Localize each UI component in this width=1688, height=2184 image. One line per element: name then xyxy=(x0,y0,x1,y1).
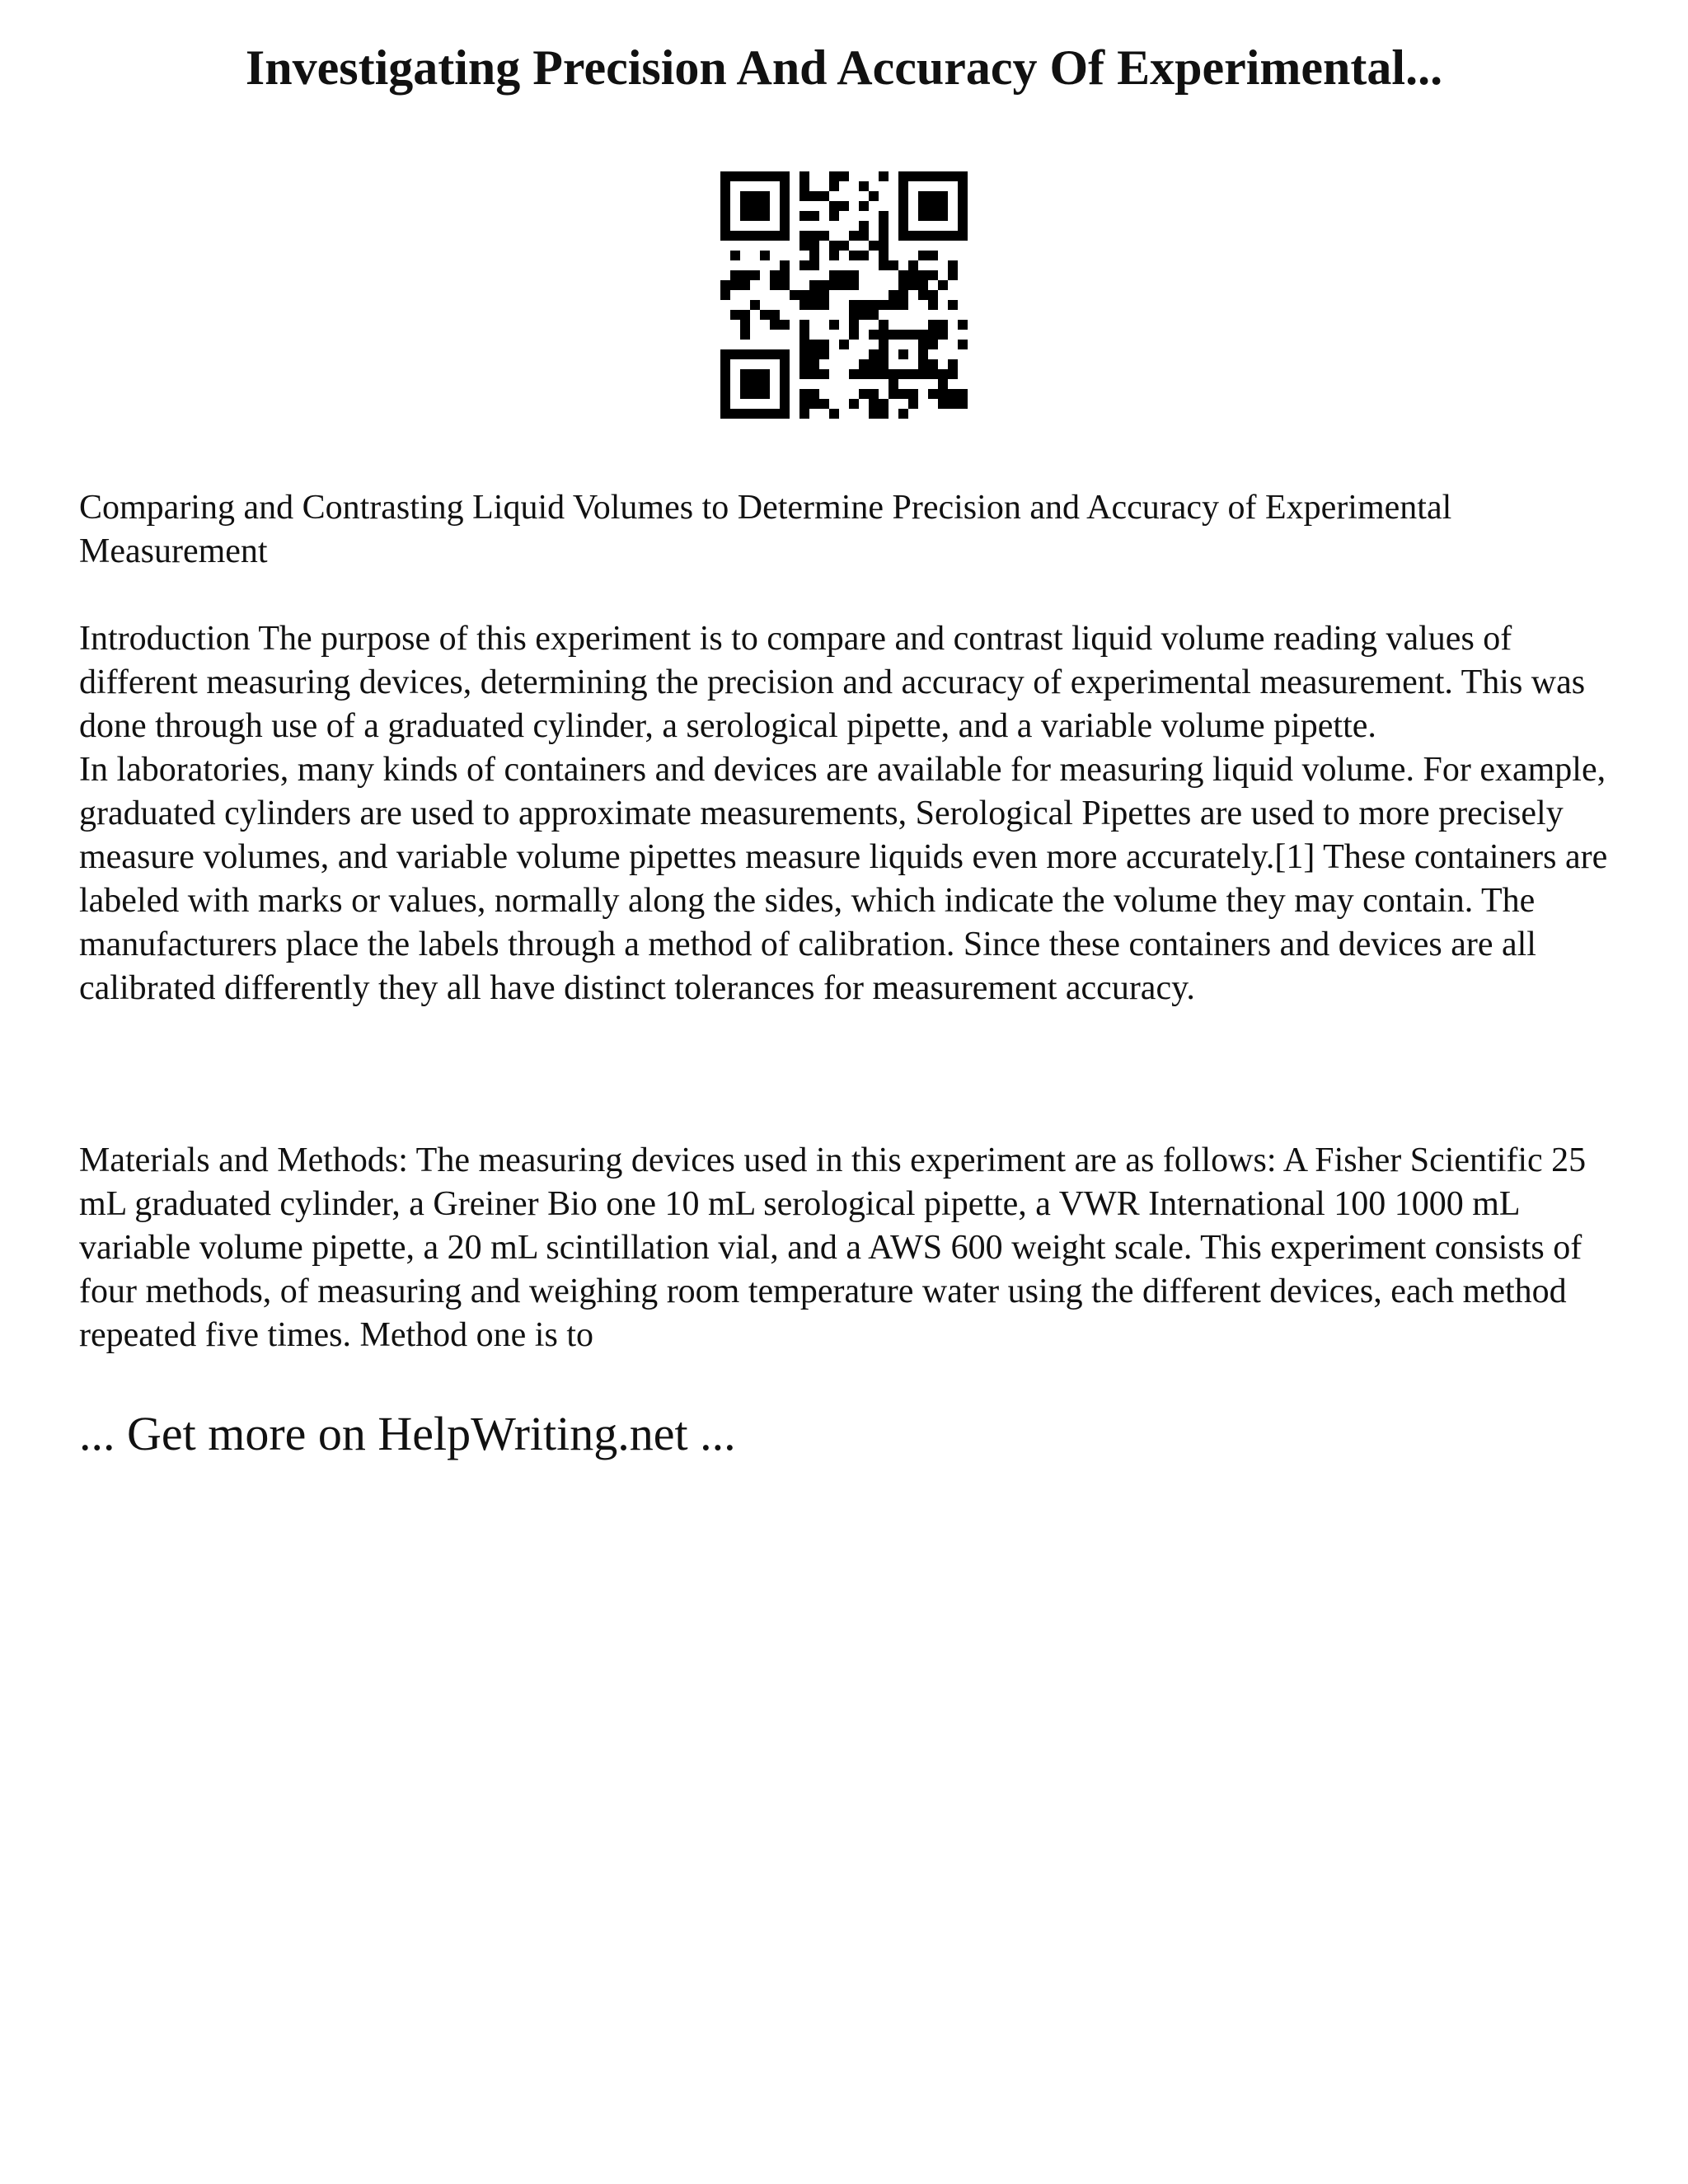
qr-module xyxy=(780,231,790,241)
qr-module xyxy=(898,280,908,290)
qr-module xyxy=(849,231,859,241)
qr-module xyxy=(908,270,918,280)
qr-module xyxy=(898,300,908,310)
qr-module xyxy=(750,369,760,379)
qr-module xyxy=(928,389,938,399)
qr-module xyxy=(918,290,928,300)
qr-module xyxy=(809,211,819,221)
qr-module xyxy=(770,270,780,280)
qr-module xyxy=(740,280,750,290)
qr-module xyxy=(720,171,730,181)
qr-code-graphic xyxy=(720,171,968,419)
qr-module xyxy=(740,369,750,379)
qr-module xyxy=(770,310,780,320)
qr-module xyxy=(799,191,809,201)
qr-module xyxy=(898,270,908,280)
qr-module xyxy=(948,369,958,379)
qr-module xyxy=(928,171,938,181)
qr-module xyxy=(760,349,770,359)
qr-module xyxy=(908,231,918,241)
qr-module xyxy=(730,270,740,280)
qr-module xyxy=(819,290,829,300)
qr-module xyxy=(809,340,819,349)
qr-module xyxy=(780,191,790,201)
qr-module xyxy=(859,369,869,379)
qr-module xyxy=(849,300,859,310)
qr-module xyxy=(720,191,730,201)
qr-module xyxy=(740,270,750,280)
qr-module xyxy=(958,231,968,241)
qr-module xyxy=(889,379,898,389)
qr-module xyxy=(948,359,958,369)
qr-module xyxy=(879,409,889,419)
qr-module xyxy=(760,310,770,320)
qr-module xyxy=(780,389,790,399)
qr-module xyxy=(879,231,889,241)
qr-module xyxy=(760,251,770,260)
introduction-section xyxy=(79,617,1612,1010)
qr-module xyxy=(720,231,730,241)
qr-module xyxy=(879,359,889,369)
qr-module xyxy=(809,251,819,260)
qr-module xyxy=(948,231,958,241)
qr-module xyxy=(829,241,839,251)
qr-module xyxy=(720,379,730,389)
qr-module xyxy=(859,201,869,211)
qr-module xyxy=(720,389,730,399)
qr-module xyxy=(760,231,770,241)
qr-module xyxy=(829,320,839,330)
qr-module xyxy=(809,389,819,399)
qr-module xyxy=(928,191,938,201)
qr-module xyxy=(898,181,908,191)
qr-module xyxy=(829,409,839,419)
qr-module xyxy=(809,241,819,251)
qr-module xyxy=(928,330,938,340)
qr-module xyxy=(730,171,740,181)
qr-module xyxy=(730,251,740,260)
qr-module xyxy=(799,409,809,419)
qr-module xyxy=(799,231,809,241)
qr-module xyxy=(720,221,730,231)
qr-module xyxy=(730,349,740,359)
qr-module xyxy=(859,389,869,399)
qr-module xyxy=(869,241,879,251)
qr-module xyxy=(740,320,750,330)
qr-module xyxy=(918,231,928,241)
qr-module xyxy=(958,211,968,221)
qr-module xyxy=(938,389,948,399)
qr-module xyxy=(879,171,889,181)
qr-module xyxy=(928,369,938,379)
qr-module xyxy=(938,369,948,379)
qr-module xyxy=(948,399,958,409)
qr-module xyxy=(760,211,770,221)
qr-module xyxy=(898,389,908,399)
qr-module xyxy=(740,310,750,320)
introduction-paragraph: Introduction The purpose of this experiment is to compare and contrast liquid volume reading values of different measuring devices, determining the precision and accuracy of experimental measurement. This was done through use of a graduated cylinder, a serological pipette, and a variable volume pipette. xyxy=(79,620,1586,745)
qr-module xyxy=(948,389,958,399)
qr-module xyxy=(740,231,750,241)
qr-module xyxy=(938,211,948,221)
qr-module xyxy=(720,181,730,191)
qr-module xyxy=(730,310,740,320)
qr-module xyxy=(958,320,968,330)
qr-module xyxy=(780,201,790,211)
qr-module xyxy=(879,300,889,310)
qr-module xyxy=(889,389,898,399)
qr-module xyxy=(770,320,780,330)
qr-module xyxy=(898,201,908,211)
qr-module xyxy=(898,290,908,300)
qr-module xyxy=(799,359,809,369)
qr-module xyxy=(908,280,918,290)
qr-module xyxy=(918,251,928,260)
qr-module xyxy=(770,171,780,181)
qr-module xyxy=(819,349,829,359)
background-paragraph: In laboratories, many kinds of containers and devices are available for measuring liquid volume. For example, graduated cylinders are used to approximate measurements, Serological Pipettes are used to more precisely measure volumes, and variable volume pipettes measure liquids even more accurately.[1] These containers are labeled with marks or values, normally along the sides, which indicate the volume they may contain. The manufacturers place the labels through a method of calibration. Since these containers and devices are all calibrated differently they all have distinct tolerances for measurement accuracy. xyxy=(79,751,1608,1007)
qr-module xyxy=(889,300,898,310)
qr-module xyxy=(869,191,879,201)
qr-module xyxy=(780,409,790,419)
qr-module xyxy=(869,369,879,379)
qr-module xyxy=(869,359,879,369)
qr-module xyxy=(928,211,938,221)
qr-module xyxy=(740,389,750,399)
qr-module xyxy=(819,280,829,290)
qr-module xyxy=(879,211,889,221)
qr-module xyxy=(928,300,938,310)
qr-module xyxy=(780,359,790,369)
qr-module xyxy=(750,379,760,389)
page-title: Investigating Precision And Accuracy Of Experimental... xyxy=(245,40,1443,95)
qr-module xyxy=(849,369,859,379)
qr-module xyxy=(770,280,780,290)
qr-module xyxy=(799,340,809,349)
qr-module xyxy=(799,241,809,251)
qr-module xyxy=(780,369,790,379)
qr-module xyxy=(720,359,730,369)
qr-module xyxy=(898,221,908,231)
qr-module xyxy=(780,379,790,389)
qr-module xyxy=(859,310,869,320)
qr-module xyxy=(829,280,839,290)
qr-module xyxy=(948,300,958,310)
qr-module xyxy=(760,191,770,201)
qr-module xyxy=(829,201,839,211)
qr-module xyxy=(859,221,869,231)
qr-module xyxy=(889,290,898,300)
qr-module xyxy=(750,270,760,280)
qr-module xyxy=(908,260,918,270)
qr-module xyxy=(799,349,809,359)
qr-module xyxy=(958,191,968,201)
qr-module xyxy=(898,330,908,340)
qr-module xyxy=(740,211,750,221)
qr-module xyxy=(938,399,948,409)
qr-module xyxy=(938,330,948,340)
qr-module xyxy=(918,369,928,379)
qr-module xyxy=(898,231,908,241)
qr-module xyxy=(780,349,790,359)
qr-module xyxy=(750,389,760,399)
qr-module xyxy=(780,171,790,181)
qr-module xyxy=(849,280,859,290)
qr-module xyxy=(750,231,760,241)
qr-module xyxy=(918,270,928,280)
qr-module xyxy=(740,171,750,181)
qr-module xyxy=(760,379,770,389)
qr-module xyxy=(829,270,839,280)
qr-module xyxy=(918,359,928,369)
qr-module xyxy=(869,399,879,409)
qr-module xyxy=(958,389,968,399)
qr-module xyxy=(869,409,879,419)
qr-module xyxy=(740,201,750,211)
qr-module xyxy=(760,369,770,379)
qr-module xyxy=(908,330,918,340)
qr-module xyxy=(790,290,799,300)
qr-module xyxy=(809,399,819,409)
qr-module xyxy=(819,191,829,201)
qr-module xyxy=(720,369,730,379)
qr-module xyxy=(819,369,829,379)
qr-code-icon xyxy=(720,171,968,419)
qr-module xyxy=(928,359,938,369)
qr-module xyxy=(740,349,750,359)
qr-module xyxy=(938,171,948,181)
qr-module xyxy=(918,211,928,221)
qr-module xyxy=(859,359,869,369)
qr-module xyxy=(720,290,730,300)
qr-module xyxy=(799,389,809,399)
qr-module xyxy=(760,171,770,181)
qr-module xyxy=(799,171,809,181)
qr-module xyxy=(898,171,908,181)
qr-module xyxy=(859,251,869,260)
qr-module xyxy=(869,349,879,359)
qr-module xyxy=(799,399,809,409)
qr-module xyxy=(819,340,829,349)
qr-module xyxy=(829,211,839,221)
qr-module xyxy=(750,191,760,201)
qr-module xyxy=(720,280,730,290)
qr-module xyxy=(780,270,790,280)
qr-module xyxy=(740,330,750,340)
qr-module xyxy=(839,171,849,181)
qr-module xyxy=(918,191,928,201)
qr-module xyxy=(720,399,730,409)
qr-module xyxy=(928,290,938,300)
qr-module xyxy=(809,369,819,379)
qr-module xyxy=(780,181,790,191)
qr-module xyxy=(799,369,809,379)
qr-module xyxy=(809,260,819,270)
qr-module xyxy=(898,211,908,221)
qr-module xyxy=(750,211,760,221)
qr-module xyxy=(750,409,760,419)
qr-module xyxy=(958,201,968,211)
qr-module xyxy=(958,340,968,349)
qr-module xyxy=(908,399,918,409)
qr-module xyxy=(770,349,780,359)
qr-module xyxy=(849,399,859,409)
qr-module xyxy=(918,201,928,211)
qr-module xyxy=(958,171,968,181)
qr-module xyxy=(799,300,809,310)
qr-module xyxy=(740,409,750,419)
qr-module xyxy=(908,369,918,379)
qr-module xyxy=(879,399,889,409)
qr-module xyxy=(829,251,839,260)
qr-module xyxy=(750,201,760,211)
qr-module xyxy=(948,260,958,270)
qr-module xyxy=(938,201,948,211)
qr-module xyxy=(879,251,889,260)
qr-module xyxy=(859,300,869,310)
qr-module xyxy=(889,369,898,379)
qr-module xyxy=(879,260,889,270)
get-more-link[interactable]: ... Get more on HelpWriting.net ... xyxy=(79,1407,736,1460)
qr-module xyxy=(869,310,879,320)
qr-module xyxy=(720,211,730,221)
qr-module xyxy=(958,181,968,191)
qr-module xyxy=(780,211,790,221)
qr-module xyxy=(809,191,819,201)
qr-module xyxy=(849,330,859,340)
qr-module xyxy=(938,280,948,290)
materials-methods-paragraph: Materials and Methods: The measuring devices used in this experiment are as follows: A Fisher Scientific 25 mL graduated cylinder, a Greiner Bio one 10 mL serological pipette, a VWR International 100 1000 mL variable volume pipette, a 20 mL scintillation vial, and a AWS 600 weight scale. This experiment consists of four methods, of measuring and weighing room temperature water using the different devices, each method repeated five times. Method one is to xyxy=(79,1141,1587,1354)
qr-module xyxy=(760,201,770,211)
qr-module xyxy=(839,280,849,290)
qr-module xyxy=(928,251,938,260)
qr-module xyxy=(869,330,879,340)
qr-module xyxy=(770,409,780,419)
qr-module xyxy=(918,349,928,359)
qr-module xyxy=(938,379,948,389)
qr-module xyxy=(849,320,859,330)
qr-module xyxy=(750,349,760,359)
qr-module xyxy=(809,300,819,310)
qr-module xyxy=(859,181,869,191)
qr-module xyxy=(730,231,740,241)
qr-module xyxy=(928,270,938,280)
qr-module xyxy=(809,231,819,241)
qr-module xyxy=(928,231,938,241)
qr-module xyxy=(958,399,968,409)
qr-module xyxy=(958,221,968,231)
qr-module xyxy=(760,389,770,399)
qr-module xyxy=(770,231,780,241)
qr-module xyxy=(879,340,889,349)
qr-module xyxy=(760,409,770,419)
qr-module xyxy=(879,330,889,340)
qr-module xyxy=(750,171,760,181)
qr-module xyxy=(780,221,790,231)
qr-module xyxy=(879,349,889,359)
qr-module xyxy=(918,280,928,290)
qr-module xyxy=(908,389,918,399)
qr-module xyxy=(849,251,859,260)
qr-module xyxy=(889,260,898,270)
qr-module xyxy=(839,340,849,349)
qr-module xyxy=(918,330,928,340)
qr-module xyxy=(879,320,889,330)
qr-module xyxy=(740,379,750,389)
qr-module xyxy=(869,389,879,399)
qr-module xyxy=(839,201,849,211)
qr-module xyxy=(720,349,730,359)
qr-module xyxy=(799,320,809,330)
qr-module xyxy=(948,171,958,181)
document-subtitle: Comparing and Contrasting Liquid Volumes to Determine Precision and Accuracy of Experimental Measurement xyxy=(79,489,1452,570)
qr-module xyxy=(839,241,849,251)
qr-module xyxy=(829,171,839,181)
qr-module xyxy=(819,300,829,310)
qr-module xyxy=(720,201,730,211)
qr-module xyxy=(928,201,938,211)
qr-module xyxy=(799,330,809,340)
qr-module xyxy=(720,409,730,419)
qr-module xyxy=(780,280,790,290)
qr-module xyxy=(819,231,829,241)
qr-module xyxy=(869,300,879,310)
qr-module xyxy=(908,171,918,181)
qr-module xyxy=(829,181,839,191)
qr-module xyxy=(879,369,889,379)
qr-module xyxy=(898,191,908,201)
qr-module xyxy=(879,221,889,231)
qr-module xyxy=(938,191,948,201)
qr-module xyxy=(780,399,790,409)
qr-module xyxy=(918,340,928,349)
qr-module xyxy=(730,409,740,419)
qr-module xyxy=(839,270,849,280)
qr-module xyxy=(809,359,819,369)
qr-module xyxy=(849,270,859,280)
qr-module xyxy=(948,270,958,280)
qr-module xyxy=(898,349,908,359)
qr-module xyxy=(918,171,928,181)
qr-module xyxy=(809,290,819,300)
qr-module xyxy=(849,310,859,320)
qr-module xyxy=(799,260,809,270)
qr-module xyxy=(809,349,819,359)
qr-module xyxy=(889,330,898,340)
qr-module xyxy=(898,409,908,419)
qr-module xyxy=(928,320,938,330)
qr-module xyxy=(809,280,819,290)
qr-module xyxy=(819,399,829,409)
qr-module xyxy=(780,320,790,330)
qr-module xyxy=(740,191,750,201)
qr-module xyxy=(938,320,948,330)
qr-module xyxy=(879,241,889,251)
qr-module xyxy=(859,231,869,241)
qr-module xyxy=(750,300,760,310)
qr-module xyxy=(938,231,948,241)
qr-module xyxy=(780,260,790,270)
qr-module xyxy=(898,369,908,379)
qr-module xyxy=(730,280,740,290)
qr-module xyxy=(799,181,809,191)
qr-module xyxy=(928,340,938,349)
qr-module xyxy=(799,290,809,300)
qr-module xyxy=(799,211,809,221)
